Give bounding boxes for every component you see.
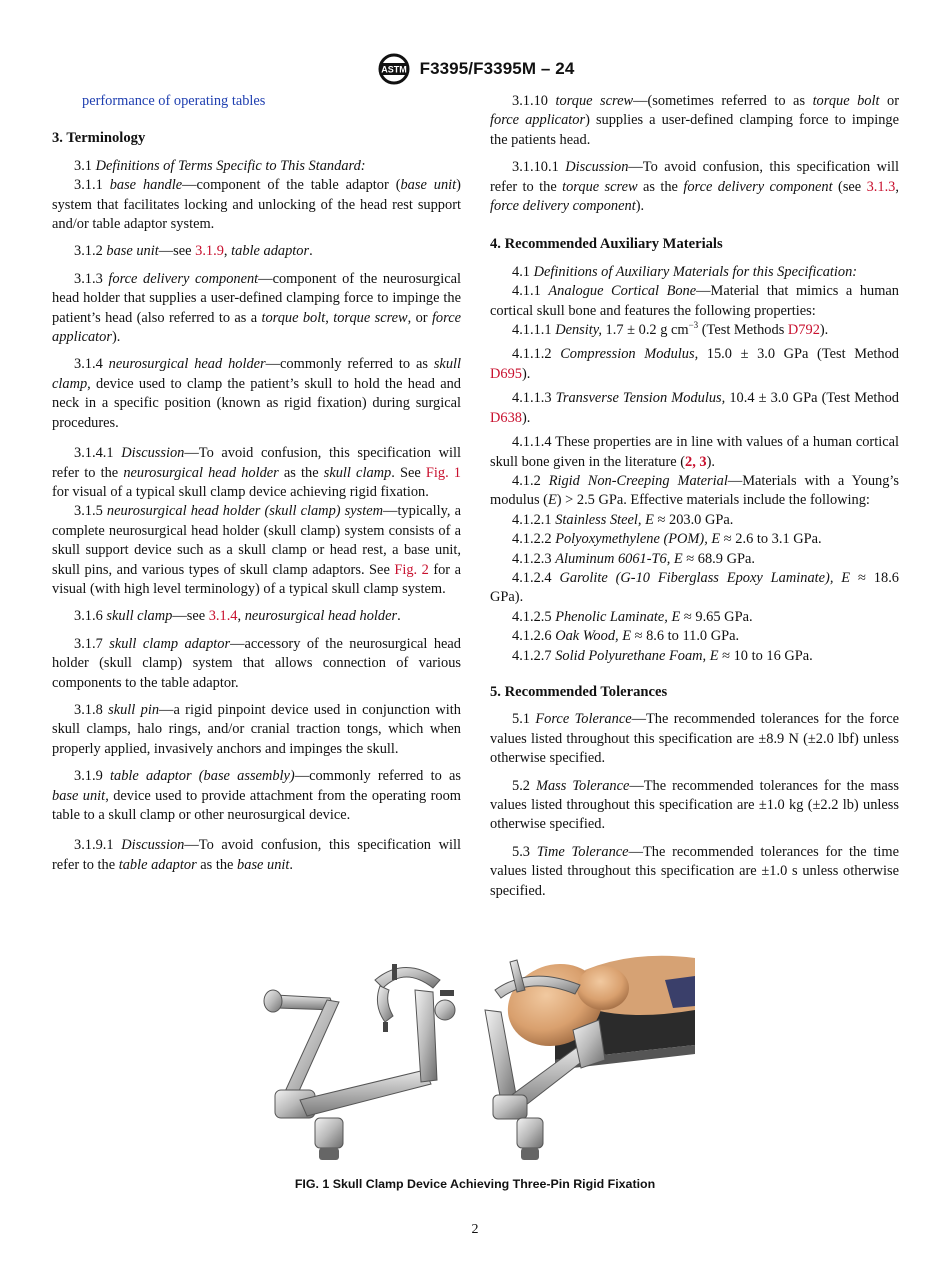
link-d638[interactable]: D638 bbox=[490, 409, 522, 426]
section-3-heading: 3. Terminology bbox=[52, 130, 146, 147]
para-4-1-1-3: 4.1.1.3 Transverse Tension Modulus, 10.4 ± 3.0 GPa (Test Method D638). bbox=[490, 390, 899, 426]
para-4-1-2-2: 4.1.2.2 Polyoxymethylene (POM), E ≈ 2.6 to 3.1 GPa. bbox=[512, 531, 822, 548]
link-3-1-4[interactable]: 3.1.4 bbox=[208, 608, 238, 625]
section-5-heading: 5. Recommended Tolerances bbox=[490, 683, 668, 700]
para-3-1-9-1: 3.1.9.1 Discussion—To avoid confusion, this specification will refer to the table adaptor as the base unit. bbox=[52, 837, 461, 873]
right-column bbox=[490, 92, 899, 901]
ref-2-3[interactable]: 2, 3 bbox=[685, 453, 707, 470]
link-3-1-9[interactable]: 3.1.9 bbox=[195, 243, 224, 260]
para-4-1-2-3: 4.1.2.3 Aluminum 6061-T6, E ≈ 68.9 GPa. bbox=[512, 550, 755, 567]
para-4-1-2: 4.1.2 Rigid Non-Creeping Material—Materials with a Young’s modulus (E) > 2.5 GPa. Effective materials include the following: bbox=[490, 472, 900, 509]
continued-text: performance of operating tables bbox=[82, 93, 266, 109]
left-column bbox=[52, 92, 461, 875]
link-fig-2[interactable]: Fig. 2 bbox=[394, 561, 429, 578]
para-5-1: 5.1 Force Tolerance—The recommended tolerances for the force values listed throughout this specification are ±8.9 N (±2.0 lbf) unless otherwise specified. bbox=[490, 711, 899, 767]
link-d792[interactable]: D792 bbox=[787, 322, 820, 339]
skull-clamp-device-left bbox=[264, 964, 455, 1160]
para-3-1-4: 3.1.4 neurosurgical head holder—commonly referred to as skull clamp, device used to clamp the patient’s skull to hold the head and neck in a specific position (known as rigid fixation) during surgical procedures. bbox=[52, 356, 462, 431]
para-4-1-1: 4.1.1 Analogue Cortical Bone—Material that mimics a human cortical skull bone and features the following properties: bbox=[490, 283, 900, 319]
para-3-1-4-1: 3.1.4.1 Discussion—To avoid confusion, this specification will refer to the neurosurgical head holder as the skull clamp. See Fig. 1 for visual of a typical skull clamp device achieving rigid fixation. bbox=[52, 445, 461, 500]
page-number: 2 bbox=[471, 1222, 479, 1237]
para-3-1-10-1: 3.1.10.1 Discussion—To avoid confusion, this specification will refer to the torque screw as the force delivery component (see 3.1.3, force delivery component). bbox=[490, 159, 899, 215]
para-3-1-8: 3.1.8 skull pin—a rigid pinpoint device used in conjunction with skull clamps, halo rings, and/or cranial traction tongs, which when properly applied, invasively anchors and impinges the skull. bbox=[52, 701, 461, 757]
skull-clamp-device-right bbox=[485, 951, 695, 1160]
section-4-heading: 4. Recommended Auxiliary Materials bbox=[490, 236, 723, 253]
para-3-1-3: 3.1.3 force delivery component—component of the neurosurgical head holder that supplies a user-defined clamping force to impinge the patient’s head (also referred to as a torque bolt, torque screw, or force applicator). bbox=[52, 270, 461, 346]
link-3-1-3[interactable]: 3.1.3 bbox=[866, 178, 896, 195]
para-4-1-2-1: 4.1.2.1 Stainless Steel, E ≈ 203.0 GPa. bbox=[512, 511, 734, 528]
figure-1-caption: FIG. 1 Skull Clamp Device Achieving Three-Pin Rigid Fixation bbox=[294, 1177, 656, 1191]
para-4-1: 4.1 Definitions of Auxiliary Materials for this Specification: bbox=[512, 263, 858, 280]
para-4-1-2-7: 4.1.2.7 Solid Polyurethane Foam, E ≈ 10 to 16 GPa. bbox=[512, 647, 813, 664]
page-header bbox=[0, 52, 950, 86]
para-3-1-10: 3.1.10 torque screw—(sometimes referred to as torque bolt or force applicator) supplies a user-defined clamping force to impinge the patients head. bbox=[490, 93, 900, 148]
para-3-1-7: 3.1.7 skull clamp adaptor—accessory of the neurosurgical head holder (skull clamp) system that allows connection of various components to the table adaptor. bbox=[52, 635, 461, 691]
link-d695[interactable]: D695 bbox=[490, 365, 522, 382]
skull-clamp-illustration bbox=[255, 950, 695, 1172]
para-4-1-2-6: 4.1.2.6 Oak Wood, E ≈ 8.6 to 11.0 GPa. bbox=[512, 628, 740, 645]
para-5-2: 5.2 Mass Tolerance—The recommended tolerances for the mass values listed throughout this specification are ±1.0 kg (±2.2 lb) unless otherwise specified. bbox=[490, 777, 899, 833]
para-4-1-1-2: 4.1.1.2 Compression Modulus, 15.0 ± 3.0 GPa (Test Method D695). bbox=[490, 346, 899, 382]
para-3-1: 3.1 Definitions of Terms Specific to This Standard: bbox=[74, 157, 366, 174]
para-5-3: 5.3 Time Tolerance—The recommended tolerances for the time values listed throughout this specification are ±1.0 s unless otherwise specified. bbox=[490, 843, 899, 899]
para-4-1-2-4: 4.1.2.4 Garolite (G-10 Fiberglass Epoxy Laminate), E ≈ 18.6 GPa). bbox=[490, 569, 899, 606]
document-code: F3395/F3395M – 24 bbox=[419, 59, 575, 78]
svg-text:ASTM: ASTM bbox=[380, 64, 407, 75]
para-3-1-5: 3.1.5 neurosurgical head holder (skull clamp) system—typically, a complete neurosurgical head holder (skull clamp) system consists of a skull support device such as a skull clamp or head rest, a base unit, skull pins, and various types of skull clamp adaptors. See Fig. 2 for a visual (with high level terminology) of a typical skull clamp system. bbox=[52, 503, 461, 597]
para-3-1-9: 3.1.9 table adaptor (base assembly)—commonly referred to as base unit, device used to provide attachment from the operating room table to a skull clamp or other neurosurgical device. bbox=[52, 768, 461, 823]
para-4-1-1-1: 4.1.1.1 Density, 1.7 ± 0.2 g $cm^{-3}$ (Test Methods D792). bbox=[512, 320, 829, 339]
astm-logo-icon bbox=[376, 53, 412, 85]
para-4-1-2-5: 4.1.2.5 Phenolic Laminate, E ≈ 9.65 GPa. bbox=[512, 608, 753, 625]
para-3-1-1: 3.1.1 base handle—component of the table adaptor (base unit) system that facilitates locking and unlocking of the head rest support and/or table adaptor system. bbox=[52, 177, 461, 233]
link-fig-1[interactable]: Fig. 1 bbox=[425, 464, 461, 481]
figure-1 bbox=[255, 950, 695, 1172]
para-4-1-1-4: 4.1.1.4 These properties are in line with values of a human cortical skull bone given in the literature (2, 3). bbox=[490, 434, 899, 470]
para-3-1-6: 3.1.6 skull clamp—see 3.1.4, neurosurgical head holder. bbox=[74, 608, 401, 625]
para-3-1-2: 3.1.2 base unit—see 3.1.9, table adaptor. bbox=[74, 243, 313, 260]
